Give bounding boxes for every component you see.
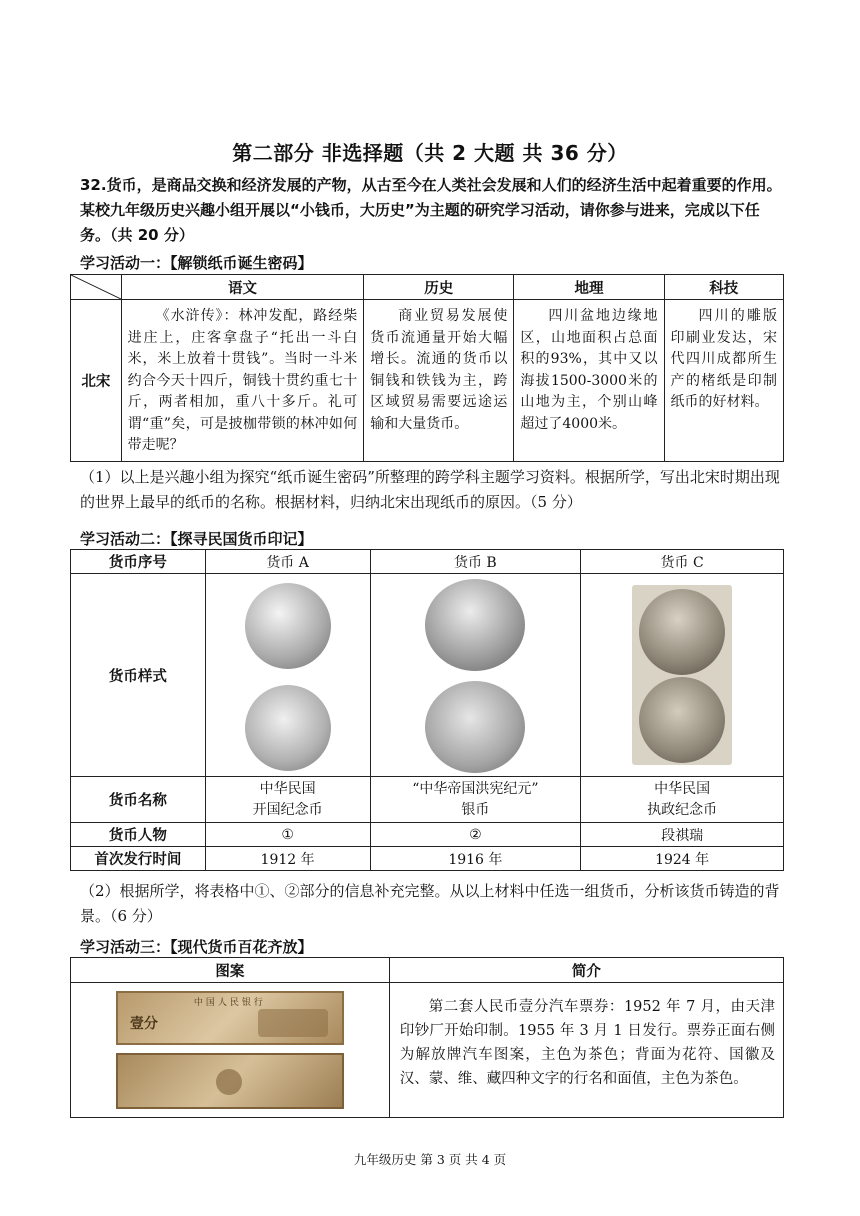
truck-illustration (258, 1009, 328, 1037)
cell-technology: 四川的雕版印刷业发达，宋代四川成都所生产的楮纸是印制纸币的好材料。 (664, 300, 783, 462)
coin-b-year: 1916 年 (370, 847, 581, 871)
coin-c-id: 货币 C (581, 550, 784, 574)
row-label-first-issue: 首次发行时间 (71, 847, 206, 871)
cell-geography: 四川盆地边缘地区，山地面积占总面积的93%，其中又以海拔1500-3000米的山地为主，个别山峰超过了4000米。 (514, 300, 664, 462)
banknote-back-image (116, 1053, 344, 1109)
activity2-question: （2）根据所学，将表格中①、②部分的信息补充完整。从以上材料中任选一组货币，分析该货币铸造的背景。（6 分） (80, 882, 780, 925)
coin-b-images (370, 574, 581, 777)
banknote-bank-name: 中国人民银行 (193, 998, 266, 1008)
banknote-images (71, 983, 390, 1118)
row-label-northern-song: 北宋 (71, 300, 122, 462)
coin-a-name-line1: 中华民国 (259, 780, 316, 797)
header-chinese: 语文 (121, 275, 364, 300)
activity3-table (70, 957, 784, 1118)
coin-c-person: 段祺瑞 (581, 823, 784, 847)
diagonal-line (71, 275, 121, 299)
banknote-denomination: 壹分 (129, 1016, 158, 1032)
coin-a-name-line2: 开国纪念币 (252, 801, 323, 818)
row-label-currency-person: 货币人物 (71, 823, 206, 847)
coin-a-name (205, 777, 370, 823)
activity1-heading: 学习活动一：【解锁纸币诞生密码】 (80, 254, 313, 272)
question-32-intro: 32.货币，是商品交换和经济发展的产物，从古至今在人类社会发展和人们的经济生活中起着重要的作用。某校九年级历史兴趣小组开展以“小钱币，大历史”为主题的研究学习活动，请你参与进来，完成以下任务。（共 20 分） (80, 176, 782, 244)
coin-b-obverse-image (425, 579, 525, 671)
coin-a-obverse-image (245, 583, 331, 669)
activity2-table (70, 549, 784, 871)
coin-b-reverse-image (425, 681, 525, 773)
row-label-currency-style: 货币样式 (71, 574, 206, 777)
activity2-heading: 学习活动二：【探寻民国货币印记】 (80, 530, 313, 548)
coin-a-id: 货币 A (205, 550, 370, 574)
coin-b-person: ② (370, 823, 581, 847)
coin-c-name (581, 777, 784, 823)
banknote-description: 第二套人民币壹分汽车票券：1952 年 7 月，由天津印钞厂开始印制。1955 年 3 月 1 日发行。票券正面右侧为解放牌汽车图案，主色为茶色；背面为花符、国徽及汉、蒙、维、藏四种文字的行名和面值，主色为茶色。 (389, 983, 783, 1118)
page-footer: 九年级历史 第 3 页 共 4 页 (353, 1152, 507, 1167)
coin-c-year: 1924 年 (581, 847, 784, 871)
coin-c-obverse-image (639, 589, 725, 675)
header-introduction: 简介 (389, 958, 783, 983)
header-geography: 地理 (514, 275, 664, 300)
coin-a-year: 1912 年 (205, 847, 370, 871)
activity3-heading: 学习活动三：【现代货币百花齐放】 (80, 938, 313, 956)
coin-b-name-line2: 银币 (461, 801, 490, 818)
coin-c-photo (632, 585, 732, 765)
header-pattern: 图案 (71, 958, 390, 983)
coin-c-images (581, 574, 784, 777)
coin-b-id: 货币 B (370, 550, 581, 574)
cell-history: 商业贸易发展使货币流通量开始大幅增长。流通的货币以铜钱和铁钱为主，跨区域贸易需要远途运输和大量货币。 (364, 300, 514, 462)
section-title: 第二部分 非选择题（共 2 大题 共 36 分） (232, 141, 628, 165)
banknote-front-image (116, 991, 344, 1045)
diagonal-header-cell (71, 275, 122, 300)
activity1-question: （1）以上是兴趣小组为探究“纸币诞生密码”所整理的跨学科主题学习资料。根据所学，写出北宋时期出现的世界上最早的纸币的名称。根据材料，归纳北宋出现纸币的原因。（5 分） (80, 468, 780, 511)
national-emblem-illustration (216, 1069, 242, 1095)
coin-b-name-line1: “中华帝国洪宪纪元” (412, 780, 539, 797)
row-label-currency-id: 货币序号 (71, 550, 206, 574)
header-technology: 科技 (664, 275, 783, 300)
row-label-currency-name: 货币名称 (71, 777, 206, 823)
activity1-table (70, 274, 784, 462)
header-history: 历史 (364, 275, 514, 300)
coin-a-images (205, 574, 370, 777)
coin-b-name (370, 777, 581, 823)
coin-a-person: ① (205, 823, 370, 847)
coin-c-name-line2: 执政纪念币 (647, 801, 718, 818)
coin-a-reverse-image (245, 685, 331, 771)
coin-c-name-line1: 中华民国 (654, 780, 711, 797)
cell-chinese: 《水浒传》：林冲发配，路经柴进庄上，庄客拿盘子“托出一斗白米，米上放着十贯钱”。当时一斗米约合今天十四斤，铜钱十贯约重七十斤，两者相加，重八十多斤。礼可谓“重”矣，可是披枷带锁的林冲如何带走呢？ (121, 300, 364, 462)
coin-c-reverse-image (639, 677, 725, 763)
